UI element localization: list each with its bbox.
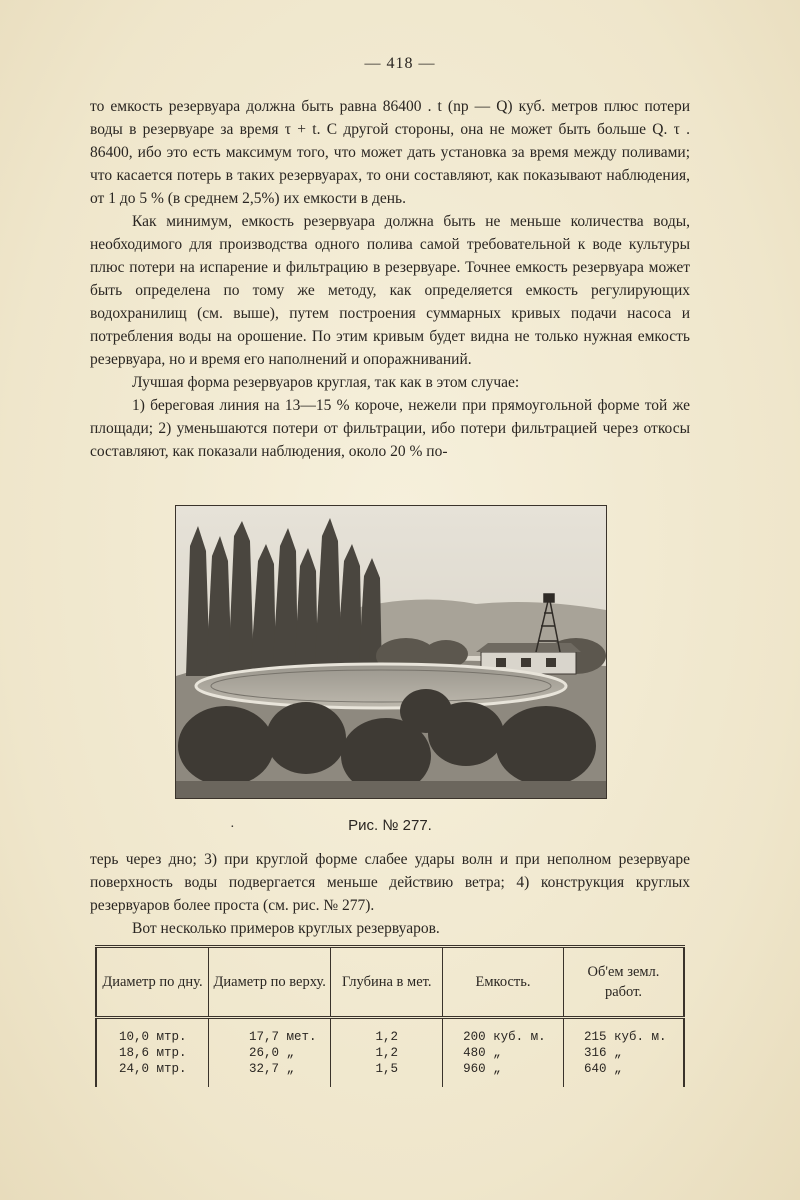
paragraph: 1) береговая линия на 13—15 % короче, нежели при прямоугольной форме той же площади; 2) уменьшаются потери от фильтрации, ибо потери фильтрацией через откосы составляют, как показали наблюдения, около 20 % по- bbox=[90, 397, 690, 460]
reservoir-photo-illustration bbox=[176, 506, 606, 798]
table-cell: 215 куб. м. bbox=[563, 1018, 684, 1046]
table-cell: 26,0 „ bbox=[208, 1045, 331, 1061]
column-header: Об'ем земл. работ. bbox=[563, 947, 684, 1018]
table-row bbox=[96, 1018, 684, 1046]
column-header: Диаметр по дну. bbox=[96, 947, 208, 1018]
reservoir-photograph bbox=[175, 505, 607, 799]
paragraph: Как минимум, емкость резервуара должна быть не меньше количества воды, необходимого для производства одного полива самой требовательной к воде культуры плюс потери на испарение и фильтрацию в резервуаре. Точнее емкость резервуара может быть определена по тому же методу, как определяется емкость регулирующих водохранилищ (см. выше), путем построения суммарных кривых подачи насоса и потребления воды на орошение. По этим кривым будет видна не только нужная емкость резервуара, но и время его наполнений и опоражниваний. bbox=[90, 213, 690, 368]
column-header: Емкость. bbox=[443, 947, 564, 1018]
paragraph: то емкость резервуара должна быть равна 86400 . t (np — Q) куб. метров плюс потери воды в резервуаре за время τ + t. С другой стороны, она не может быть больше Q. τ . 86400, ибо это есть максимум того, что может дать установка за время между поливами; что касается потерь в таких резервуарах, то они составляют, как показывают наблюдения, от 1 до 5 % (в среднем 2,5%) их емкости в день. bbox=[90, 98, 690, 207]
column-header: Глубина в мет. bbox=[331, 947, 443, 1018]
upper-text-block bbox=[90, 95, 690, 463]
table-cell: 1,2 bbox=[331, 1045, 443, 1061]
table-cell: 480 „ bbox=[443, 1045, 564, 1061]
table-row bbox=[96, 1061, 684, 1087]
table-cell: 17,7 мет. bbox=[208, 1018, 331, 1046]
reservoir-examples-table bbox=[95, 945, 685, 1087]
table-cell: 960 „ bbox=[443, 1061, 564, 1087]
table-cell: 1,5 bbox=[331, 1061, 443, 1087]
table-header-row bbox=[96, 947, 684, 1018]
table-cell: 18,6 мтр. bbox=[96, 1045, 208, 1061]
table-cell: 10,0 мтр. bbox=[96, 1018, 208, 1046]
lower-text-block bbox=[90, 848, 690, 940]
paragraph: Вот несколько примеров круглых резервуаров. bbox=[132, 920, 440, 937]
caption-mark: · bbox=[230, 820, 235, 835]
table-cell: 24,0 мтр. bbox=[96, 1061, 208, 1087]
paragraph: терь через дно; 3) при круглой форме слабее удары волн и при неполном резервуаре поверхность воды подвергается меньше действию ветра; 4) конструкция круглых резервуаров более проста (см. рис. № 277). bbox=[90, 851, 690, 914]
table-cell: 640 „ bbox=[563, 1061, 684, 1087]
paragraph: Лучшая форма резервуаров круглая, так как в этом случае: bbox=[132, 374, 520, 391]
column-header: Диаметр по верху. bbox=[208, 947, 331, 1018]
table-cell: 200 куб. м. bbox=[443, 1018, 564, 1046]
table-cell: 1,2 bbox=[331, 1018, 443, 1046]
table-cell: 316 „ bbox=[563, 1045, 684, 1061]
table-row bbox=[96, 1045, 684, 1061]
table-cell: 32,7 „ bbox=[208, 1061, 331, 1087]
figure-caption: Рис. № 277. bbox=[348, 817, 432, 834]
page-number: — 418 — bbox=[364, 55, 436, 72]
